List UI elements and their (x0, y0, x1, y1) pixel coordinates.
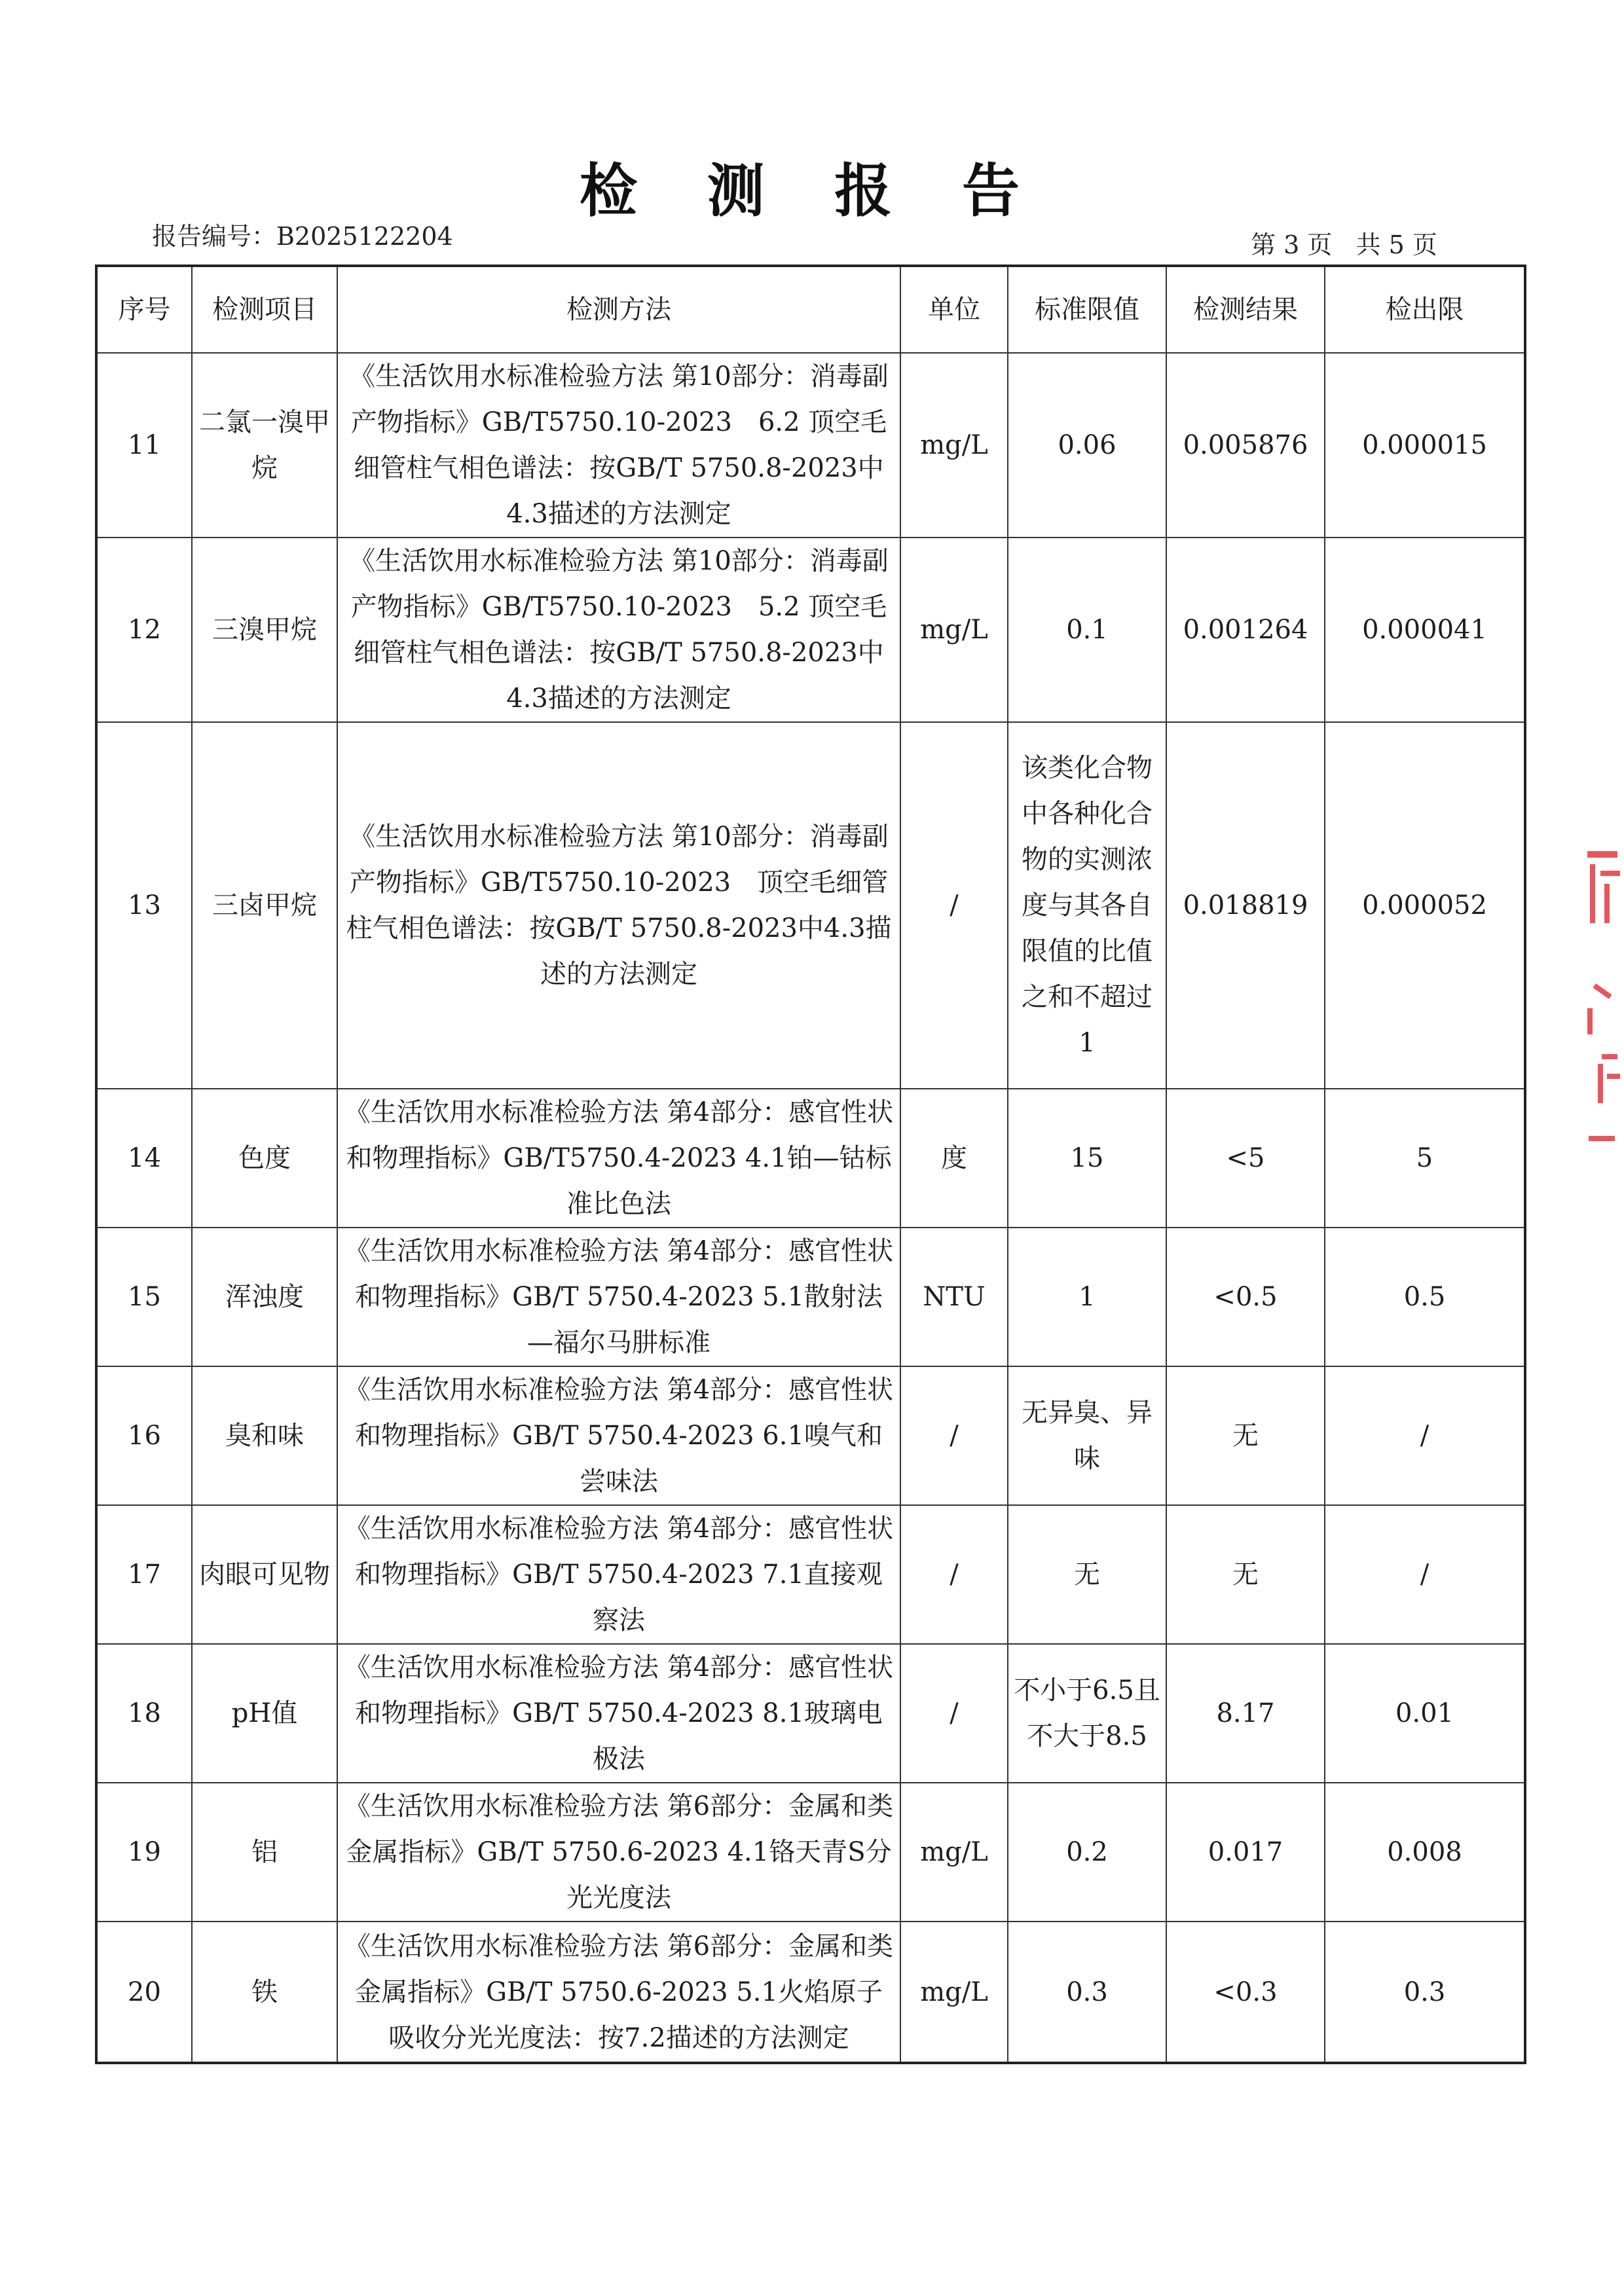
cell-no: 16 (96, 1366, 192, 1505)
cell-item: 铁 (192, 1922, 337, 2063)
seal-stamp-stroke (1587, 1008, 1593, 1034)
cell-result: <0.3 (1166, 1922, 1325, 2063)
cell-detection-limit: 0.008 (1325, 1783, 1525, 1922)
column-header-limit: 标准限值 (1008, 266, 1166, 353)
cell-unit: / (900, 722, 1008, 1089)
cell-unit: / (900, 1505, 1008, 1644)
table-row (96, 1644, 1525, 1783)
column-header-method: 检测方法 (337, 266, 900, 353)
cell-item: 二氯一溴甲烷 (192, 353, 337, 538)
cell-no: 20 (96, 1922, 192, 2063)
seal-stamp-stroke (1602, 1054, 1617, 1059)
cell-detection-limit: / (1325, 1366, 1525, 1505)
cell-method: 《生活饮用水标准检验方法 第4部分：感官性状和物理指标》GB/T 5750.4-2023 7.1直接观察法 (337, 1505, 900, 1644)
cell-result: 8.17 (1166, 1644, 1325, 1783)
cell-limit: 0.1 (1008, 538, 1166, 722)
cell-result: 无 (1166, 1366, 1325, 1505)
table-row (96, 1089, 1525, 1228)
table-row (96, 1783, 1525, 1922)
table-row (96, 722, 1525, 1089)
seal-stamp-stroke (1604, 884, 1610, 923)
cell-method: 《生活饮用水标准检验方法 第4部分：感官性状和物理指标》GB/T 5750.4-2023 8.1玻璃电极法 (337, 1644, 900, 1783)
cell-limit: 无异臭、异味 (1008, 1366, 1166, 1505)
cell-unit: mg/L (900, 538, 1008, 722)
cell-result: <0.5 (1166, 1228, 1325, 1366)
cell-detection-limit: / (1325, 1505, 1525, 1644)
cell-item: 肉眼可见物 (192, 1505, 337, 1644)
cell-limit: 不小于6.5且不大于8.5 (1008, 1644, 1166, 1783)
report-number: 报告编号：B2025122204 (152, 222, 453, 251)
cell-result: <5 (1166, 1089, 1325, 1228)
cell-limit: 该类化合物中各种化合物的实测浓度与其各自限值的比值之和不超过1 (1008, 722, 1166, 1089)
seal-stamp-stroke (1593, 983, 1612, 999)
table-row (96, 1228, 1525, 1366)
cell-item: pH值 (192, 1644, 337, 1783)
page-info: 第 3 页 共 5 页 (1251, 230, 1437, 259)
column-header-result: 检测结果 (1166, 266, 1325, 353)
cell-method: 《生活饮用水标准检验方法 第6部分：金属和类金属指标》GB/T 5750.6-2023 4.1铬天青S分光光度法 (337, 1783, 900, 1922)
cell-limit: 0.2 (1008, 1783, 1166, 1922)
cell-item: 三溴甲烷 (192, 538, 337, 722)
cell-method: 《生活饮用水标准检验方法 第10部分：消毒副产物指标》GB/T5750.10-2023 5.2 顶空毛细管柱气相色谱法：按GB/T 5750.8-2023中4.3描述的方法测定 (337, 538, 900, 722)
cell-unit: mg/L (900, 1783, 1008, 1922)
column-header-unit: 单位 (900, 266, 1008, 353)
cell-method: 《生活饮用水标准检验方法 第6部分：金属和类金属指标》GB/T 5750.6-2023 5.1火焰原子吸收分光光度法：按7.2描述的方法测定 (337, 1922, 900, 2063)
column-header-item: 检测项目 (192, 266, 337, 353)
column-header-detection-limit: 检出限 (1325, 266, 1525, 353)
cell-result: 0.001264 (1166, 538, 1325, 722)
cell-method: 《生活饮用水标准检验方法 第4部分：感官性状和物理指标》GB/T 5750.4-2023 5.1散射法—福尔马肼标准 (337, 1228, 900, 1366)
cell-unit: / (900, 1366, 1008, 1505)
cell-item: 浑浊度 (192, 1228, 337, 1366)
cell-detection-limit: 0.5 (1325, 1228, 1525, 1366)
cell-no: 12 (96, 538, 192, 722)
seal-stamp-stroke (1600, 871, 1620, 876)
cell-method: 《生活饮用水标准检验方法 第4部分：感官性状和物理指标》GB/T 5750.4-2023 6.1嗅气和尝味法 (337, 1366, 900, 1505)
cell-detection-limit: 0.000041 (1325, 538, 1525, 722)
cell-item: 臭和味 (192, 1366, 337, 1505)
cell-detection-limit: 0.01 (1325, 1644, 1525, 1783)
cell-unit: 度 (900, 1089, 1008, 1228)
table-row (96, 1922, 1525, 2063)
table-row (96, 1505, 1525, 1644)
cell-no: 19 (96, 1783, 192, 1922)
cell-detection-limit: 5 (1325, 1089, 1525, 1228)
table-row (96, 538, 1525, 722)
cell-result: 无 (1166, 1505, 1325, 1644)
table-row (96, 1366, 1525, 1505)
cell-unit: NTU (900, 1228, 1008, 1366)
cell-no: 13 (96, 722, 192, 1089)
cell-limit: 0.06 (1008, 353, 1166, 538)
cell-no: 11 (96, 353, 192, 538)
cell-method: 《生活饮用水标准检验方法 第10部分：消毒副产物指标》GB/T5750.10-2023 顶空毛细管柱气相色谱法：按GB/T 5750.8-2023中4.3描述的方法测定 (337, 722, 900, 1089)
cell-limit: 15 (1008, 1089, 1166, 1228)
cell-detection-limit: 0.000015 (1325, 353, 1525, 538)
cell-unit: mg/L (900, 353, 1008, 538)
cell-item: 三卤甲烷 (192, 722, 337, 1089)
cell-limit: 无 (1008, 1505, 1166, 1644)
seal-stamp-stroke (1587, 851, 1617, 858)
cell-result: 0.017 (1166, 1783, 1325, 1922)
cell-method: 《生活饮用水标准检验方法 第4部分：感官性状和物理指标》GB/T5750.4-2023 4.1铂—钴标准比色法 (337, 1089, 900, 1228)
cell-unit: mg/L (900, 1922, 1008, 2063)
table-row (96, 353, 1525, 538)
seal-stamp-stroke (1590, 864, 1595, 923)
cell-detection-limit: 0.000052 (1325, 722, 1525, 1089)
column-header-no: 序号 (96, 266, 192, 353)
cell-limit: 0.3 (1008, 1922, 1166, 2063)
cell-limit: 1 (1008, 1228, 1166, 1366)
cell-result: 0.018819 (1166, 722, 1325, 1089)
cell-result: 0.005876 (1166, 353, 1325, 538)
seal-stamp-fragment (1578, 838, 1624, 1152)
cell-item: 色度 (192, 1089, 337, 1228)
seal-stamp-stroke (1589, 1136, 1615, 1141)
cell-item: 铝 (192, 1783, 337, 1922)
seal-stamp-stroke (1598, 1064, 1603, 1103)
table-header-row (96, 266, 1525, 353)
cell-no: 14 (96, 1089, 192, 1228)
cell-no: 18 (96, 1644, 192, 1783)
cell-unit: / (900, 1644, 1008, 1783)
seal-stamp-stroke (1607, 1074, 1620, 1079)
cell-no: 17 (96, 1505, 192, 1644)
cell-method: 《生活饮用水标准检验方法 第10部分：消毒副产物指标》GB/T5750.10-2023 6.2 顶空毛细管柱气相色谱法：按GB/T 5750.8-2023中4.3描述的方法测定 (337, 353, 900, 538)
report-title: 检 测 报 告 (580, 157, 1044, 225)
cell-no: 15 (96, 1228, 192, 1366)
cell-detection-limit: 0.3 (1325, 1922, 1525, 2063)
test-results-table (95, 264, 1526, 2064)
